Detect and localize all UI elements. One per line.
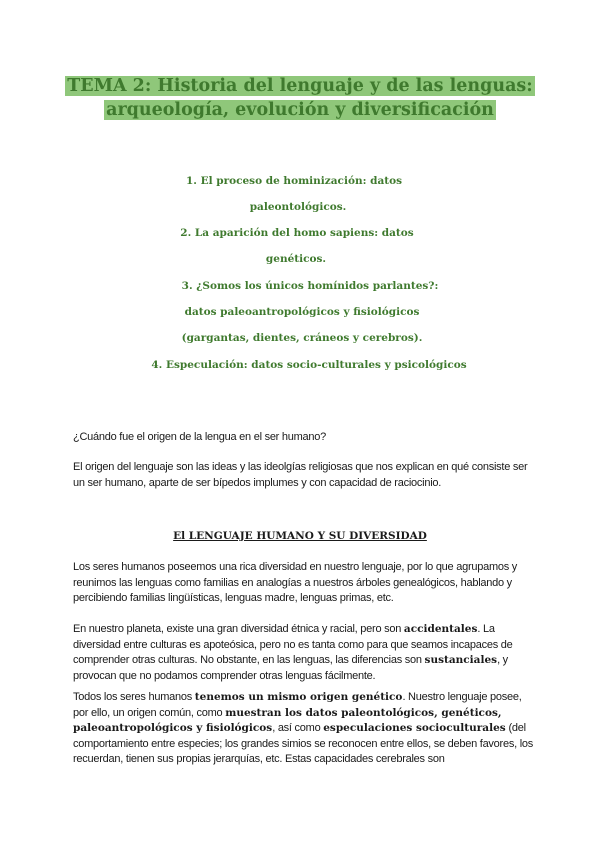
section-heading-text: El LENGUAJE HUMANO Y SU DIVERSIDAD — [173, 530, 427, 542]
paragraph-origin — [73, 690, 533, 768]
section-heading — [0, 530, 600, 542]
topic-item-3-cont: datos paleoantropológicos y fisiológicos — [184, 306, 420, 318]
paragraph-diversity: Los seres humanos poseemos una rica diversidad en nuestro lenguaje, por lo que agrupamos y reunimos las lenguas como familias en analogías a nuestros árboles genealógicos, hablando y percibiendo familias lingüísticas, lenguas madre, lenguas primas, etc. — [73, 561, 518, 605]
text-run: , así como — [272, 722, 324, 735]
text-run: . La diversidad entre culturas es apoteósica, pero no es tanta como para que seamos incapaces de comprender otras culturas. No obstante, en las lenguas, las diferencias son — [73, 623, 513, 667]
bold-term: tenemos un mismo origen genético — [194, 691, 403, 703]
topic-item-1: 1. El proceso de hominización: datos — [185, 175, 403, 187]
topic-item-3-cont-2: (gargantas, dientes, cráneos y cerebros). — [181, 332, 423, 344]
topic-item-2: 2. La aparición del homo sapiens: datos — [180, 227, 414, 239]
text-run: Todos los seres humanos — [73, 691, 195, 703]
topic-item-3: 3. ¿Somos los únicos homínidos parlantes?: — [181, 280, 439, 292]
question-text: ¿Cuándo fue el origen de la lengua en el ser humano? — [73, 431, 327, 443]
text-run: . Nuestro lenguaje posee, por ello, un origen común, como — [73, 691, 522, 719]
topic-item-4: 4. Especulación: datos socio-culturales y psicológicos — [151, 359, 467, 371]
topic-item-1-cont: paleontológicos. — [249, 201, 347, 213]
text-run: (del comportamiento entre especies; los grandes simios se reconocen entre ellos, se deben favores, los recuerdan, tienen sus propias jerarquías, etc. Estas capacidades cerebrales son — [73, 722, 534, 766]
bold-term: accidentales — [403, 623, 478, 635]
title-line-2: arqueología, evolución y diversificación — [106, 100, 494, 120]
bold-term: muestran los datos paleontológicos, genéticos, paleoantropológicos y fisiológicos — [73, 706, 502, 735]
page-title — [40, 74, 560, 122]
title-line-1: TEMA 2: Historia del lenguaje y de las lenguas: — [67, 76, 533, 96]
bold-term: especulaciones socioculturales — [323, 722, 506, 735]
paragraph-accidental — [73, 622, 533, 684]
text-run: En nuestro planeta, existe una gran diversidad étnica y racial, pero son — [73, 623, 404, 635]
topic-item-2-cont: genéticos. — [265, 253, 327, 265]
bold-term: sustanciales — [424, 654, 498, 667]
answer-paragraph: El origen del lenguaje son las ideas y las ideolgías religiosas que nos explican en qué consiste ser un ser humano, aparte de ser bípedos implumes y con capacidad de raciocinio. — [73, 461, 528, 489]
text-run: , y provocan que no podamos comprender otras lenguas fácilmente. — [73, 654, 508, 682]
